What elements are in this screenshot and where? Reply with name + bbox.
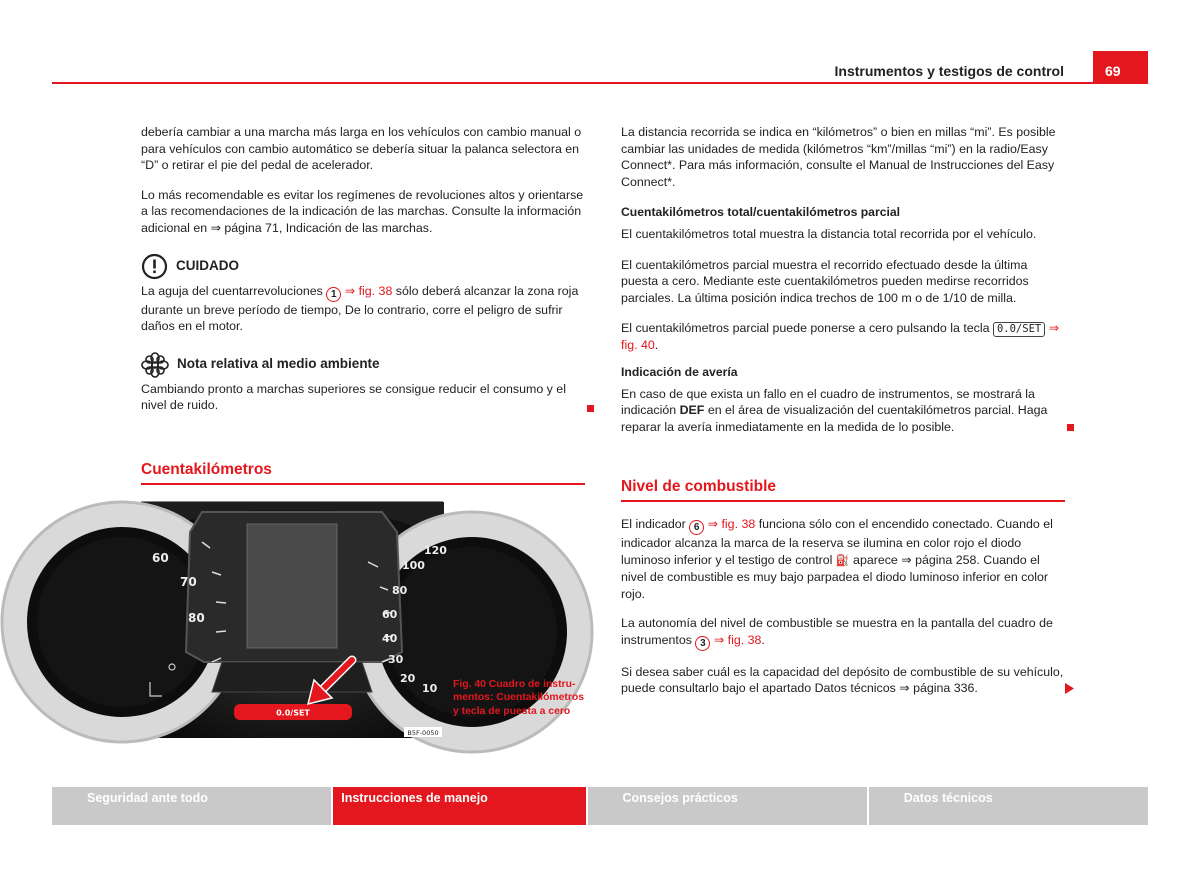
environment-title: Nota relativa al medio ambiente xyxy=(177,356,380,372)
callout-number: 6 xyxy=(689,520,704,535)
footer-tab-operating-instructions[interactable]: Instrucciones de manejo xyxy=(333,787,585,825)
caution-icon xyxy=(141,253,168,280)
speed-tick-label: 20 xyxy=(400,672,416,685)
figure-reference-link[interactable]: ⇒ fig. 38 xyxy=(344,283,393,298)
right-paragraph-1: La distancia recorrida se indica en “kilómetros” o bien en millas “mi”. Es posible cambiar las unidades de medida (kilómetros “km”/millas “mi”) en la radio/Easy Connect*. Para más información, consulte el Manual de Instrucciones del Easy Connect*. xyxy=(621,125,1056,189)
reset-button-label: 0.0/SET xyxy=(276,708,310,718)
figure-code: B5F-0050 xyxy=(407,729,439,737)
right-column xyxy=(621,124,1067,710)
subheading-odometers: Cuentakilómetros total/cuentakilómetros parcial xyxy=(621,205,901,220)
speed-tick-label: 30 xyxy=(388,653,404,666)
speed-tick-label: 60 xyxy=(382,608,398,621)
right-paragraph-8: Si desea saber cuál es la capacidad del depósito de combustible de su vehículo, puede consultarlo bajo el apartado Datos técnicos ⇒ página 336. xyxy=(621,664,1067,697)
speed-tick-label: 120 xyxy=(424,544,447,557)
section-title-fuel: Nivel de combustible xyxy=(621,479,1065,502)
def-indicator: DEF xyxy=(679,403,705,418)
header-rule xyxy=(52,82,1148,84)
left-paragraph-1: debería cambiar a una marcha más larga en los vehículos con cambio manual o para vehículos con cambio automático se debería situar la palanca selectora en “D” o retirar el pie del pedal de acelerador. xyxy=(141,125,582,173)
speed-tick-label: 100 xyxy=(402,559,425,572)
right-paragraph-6: El indicador 6 ⇒ fig. 38 funciona sólo con el encendido conectado. Cuando el indicador alcanza la marca de la reserva se ilumina en color rojo el diodo luminoso inferior y el testigo de control ⛽ aparece ⇒ página 258. Cuando el nivel de combustible es muy bajo parpadea el diodo luminoso inferior en color rojo. xyxy=(621,516,1053,601)
figure-reference-link[interactable]: ⇒ fig. 38 xyxy=(713,632,762,647)
footer-navigation xyxy=(52,787,1148,825)
environment-text: Cambiando pronto a marchas superiores se consigue reducir el consumo y el nivel de ruido. xyxy=(141,381,587,414)
left-column xyxy=(141,124,587,485)
end-of-section-mark xyxy=(1067,424,1074,431)
speed-tick-label: 40 xyxy=(382,632,398,645)
caution-title: CUIDADO xyxy=(176,257,239,273)
section-title-odometer: Cuentakilómetros xyxy=(141,462,585,485)
reset-key: 0.0/SET xyxy=(993,322,1045,337)
speed-tick-label: 80 xyxy=(392,584,408,597)
callout-number: 3 xyxy=(695,636,710,651)
speed-tick-label: 80 xyxy=(188,611,205,625)
instrument-cluster-figure xyxy=(141,501,447,737)
environment-heading xyxy=(141,352,587,378)
page-number: 69 xyxy=(1093,51,1148,84)
figure-reference-link[interactable]: ⇒ fig. 38 xyxy=(707,516,756,531)
right-paragraph-4: El cuentakilómetros parcial puede ponerse a cero pulsando la tecla 0.0/SET ⇒ fig. 40. xyxy=(621,321,1060,353)
caution-heading xyxy=(141,253,587,280)
flower-icon xyxy=(141,352,169,378)
running-header-title: Instrumentos y testigos de control xyxy=(834,63,1064,79)
figure-reference-link[interactable]: ⇒ fig. 40 xyxy=(621,321,1060,353)
speed-tick-label: 10 xyxy=(422,682,438,695)
right-paragraph-7: La autonomía del nivel de combustible se muestra en la pantalla del cuadro de instrumentos 3 ⇒ fig. 38. xyxy=(621,616,1053,649)
right-paragraph-2: El cuentakilómetros total muestra la distancia total recorrida por el vehículo. xyxy=(621,226,1037,241)
left-paragraph-2: Lo más recomendable es evitar los regímenes de revoluciones altos y orientarse a las recomendaciones de la indicación de las marchas. Consulte la información adicional en ⇒ página 71, Indicación de las marchas. xyxy=(141,187,584,235)
continue-arrow-icon xyxy=(1065,683,1074,694)
footer-tab-technical-data[interactable]: Datos técnicos xyxy=(869,787,1148,825)
speed-tick-label: 70 xyxy=(180,575,197,589)
caution-text: La aguja del cuentarrevoluciones 1 ⇒ fig. 38 sólo deberá alcanzar la zona roja durante un breve período de tiempo, De lo contrario, corre el peligro de sufrir daños en el motor. xyxy=(141,283,579,334)
right-paragraph-5: En caso de que exista un fallo en el cuadro de instrumentos, se mostrará la indicación DEF en el área de visualización del cuentakilómetros parcial. Haga reparar la avería inmediatamente en la medida de lo posible. xyxy=(621,386,1067,436)
right-paragraph-3: El cuentakilómetros parcial muestra el recorrido efectuado desde la última puesta a cero. Mediante este cuentakilómetros pueden medirse recorridos parciales. La última posición indica trechos de 100 m o de 1/10 de milla. xyxy=(621,257,1029,305)
callout-number: 1 xyxy=(326,287,341,302)
fuel-pump-icon: ⛽ xyxy=(835,554,850,567)
figure-caption: Fig. 40 Cuadro de instrumentos: Cuentakilómetros y tecla de puesta a cero xyxy=(453,679,585,717)
footer-tab-safety[interactable]: Seguridad ante todo xyxy=(52,787,331,825)
speed-tick-label: 60 xyxy=(152,551,169,565)
instrument-cluster-illustration xyxy=(142,502,447,738)
subheading-fault: Indicación de avería xyxy=(621,364,738,379)
footer-tab-practical-tips[interactable]: Consejos prácticos xyxy=(588,787,867,825)
end-of-section-mark xyxy=(587,405,594,412)
